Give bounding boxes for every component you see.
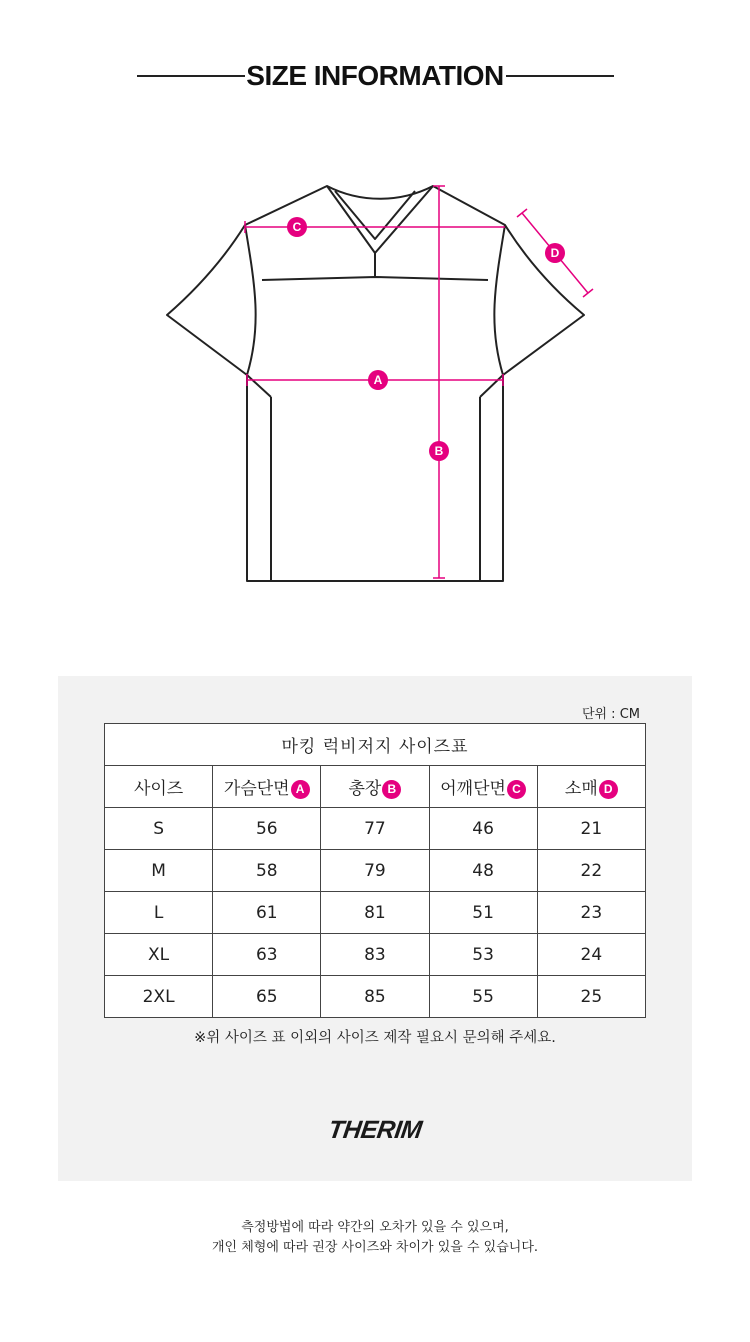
header-size: 사이즈 [105,766,213,808]
table-cell: 83 [321,934,429,976]
measure-badge-d [545,243,565,263]
badge-d: D [599,780,618,799]
table-cell: 77 [321,808,429,850]
table-cell: 58 [213,850,321,892]
measure-badge-b [429,441,449,461]
header-shoulder: 어깨단면 C [429,766,537,808]
shirt-yoke [262,277,488,280]
header [0,58,750,98]
table-cell: 79 [321,850,429,892]
size-table-panel [58,676,692,1181]
badge-a: A [291,780,310,799]
shirt-diagram [150,175,610,595]
table-cell: S [105,808,213,850]
header-chest: 가슴단면 A [213,766,321,808]
table-cell: 21 [537,808,645,850]
table-row [105,850,646,892]
table-cell: 25 [537,976,645,1018]
table-cell: 65 [213,976,321,1018]
table-cell: 2XL [105,976,213,1018]
table-cell: 63 [213,934,321,976]
badge-c: C [507,780,526,799]
table-cell: 85 [321,976,429,1018]
measure-badge-c [287,217,307,237]
table-cell: L [105,892,213,934]
svg-text:D: D [550,246,560,260]
svg-text:A: A [373,373,383,387]
size-table-header-row [105,766,646,808]
table-cell: 51 [429,892,537,934]
badge-b: B [382,780,401,799]
svg-text:B: B [434,444,444,458]
brand-logo: THERIM [326,1116,424,1144]
table-cell: 56 [213,808,321,850]
header-length: 총장 B [321,766,429,808]
table-cell: 46 [429,808,537,850]
table-cell: 24 [537,934,645,976]
table-cell: 61 [213,892,321,934]
shirt-v-neck-outer [327,186,433,253]
measure-badge-a [368,370,388,390]
table-row [105,892,646,934]
measurement-disclaimer [0,1218,750,1258]
table-cell: XL [105,934,213,976]
header-divider-right [506,75,614,77]
table-cell: 22 [537,850,645,892]
unit-label: 단위 : CM [581,707,640,722]
custom-size-note: ※위 사이즈 표 이외의 사이즈 제작 필요시 문의해 주세요. [194,1030,556,1046]
header-sleeve: 소매 D [537,766,645,808]
table-row [105,934,646,976]
disclaimer-line-2: 개인 체형에 따라 권장 사이즈와 차이가 있을 수 있습니다. [211,1240,539,1255]
table-cell: M [105,850,213,892]
table-cell: 55 [429,976,537,1018]
table-cell: 48 [429,850,537,892]
size-table-caption: 마킹 럭비저지 사이즈표 [105,724,646,766]
size-table [104,723,646,1018]
table-cell: 81 [321,892,429,934]
table-row [105,808,646,850]
disclaimer-line-1: 측정방법에 따라 약간의 오차가 있을 수 있으며, [241,1220,509,1235]
svg-text:C: C [292,220,302,234]
table-row [105,976,646,1018]
page-title: SIZE INFORMATION [246,60,504,91]
table-cell: 53 [429,934,537,976]
table-cell: 23 [537,892,645,934]
